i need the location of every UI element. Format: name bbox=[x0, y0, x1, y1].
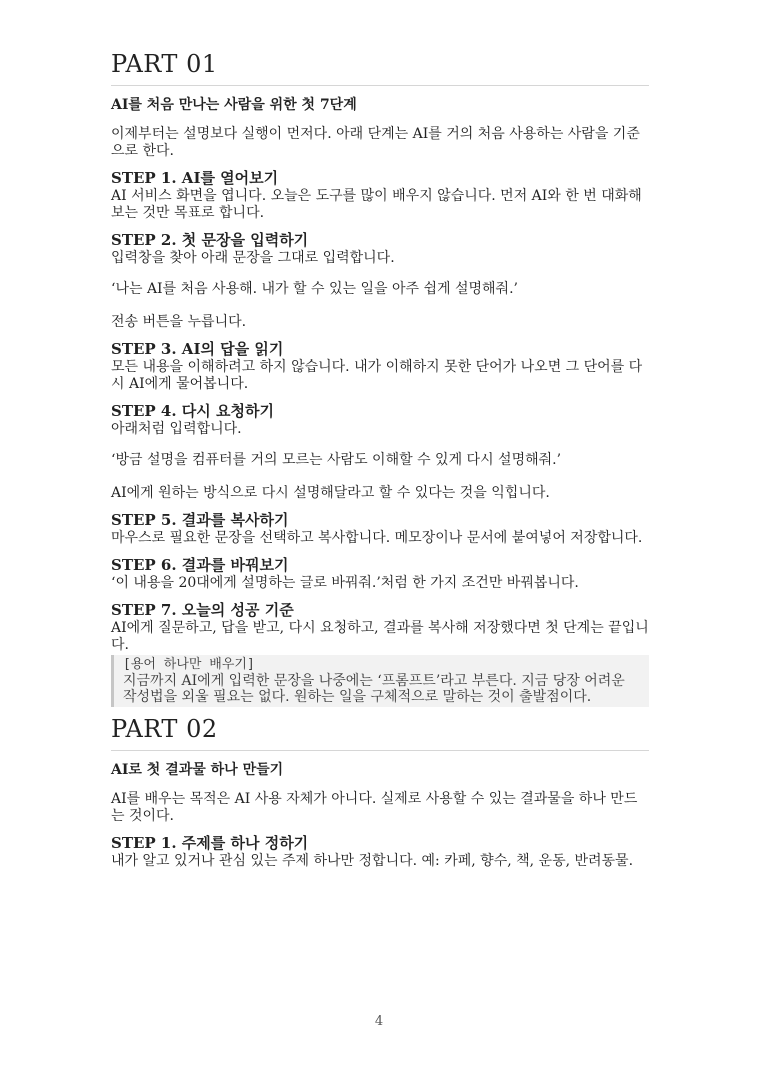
step-followup: 전송 버튼을 누릅니다. bbox=[111, 313, 247, 330]
part-divider bbox=[111, 750, 649, 751]
example-prompt-quote: ‘방금 설명을 컴퓨터를 거의 모르는 사람도 이해할 수 있게 다시 설명해줘.’ bbox=[111, 451, 562, 468]
step-body: AI에게 질문하고, 답을 받고, 다시 요청하고, 결과를 복사해 저장했다면 첫 단계는 끝입니다. bbox=[111, 619, 649, 653]
part-intro: AI를 배우는 목적은 AI 사용 자체가 아니다. 실제로 사용할 수 있는 결과물을 하나 만드는 것이다. bbox=[111, 790, 638, 824]
step-heading: STEP 1. 주제를 하나 정하기 bbox=[111, 833, 309, 852]
step-heading: STEP 3. AI의 답을 읽기 bbox=[111, 339, 284, 358]
step-heading: STEP 4. 다시 요청하기 bbox=[111, 401, 274, 420]
step-body: 내가 알고 있거나 관심 있는 주제 하나만 정합니다. 예: 카페, 향수, 책, 운동, 반려동물. bbox=[111, 852, 634, 869]
part-subtitle: AI를 처음 만나는 사람을 위한 첫 7단계 bbox=[111, 96, 357, 113]
part-02-section bbox=[111, 715, 649, 870]
step-heading: STEP 7. 오늘의 성공 기준 bbox=[111, 600, 294, 619]
part-title: PART 01 bbox=[111, 50, 218, 78]
step-followup: AI에게 원하는 방식으로 다시 설명해달라고 할 수 있다는 것을 익힙니다. bbox=[111, 484, 550, 501]
step-body: ‘이 내용을 20대에게 설명하는 글로 바꿔줘.’처럼 한 가지 조건만 바꿔봅니다. bbox=[111, 574, 579, 591]
term-note-box bbox=[111, 655, 649, 707]
note-body: 지금까지 AI에게 입력한 문장을 나중에는 ‘프롬프트’라고 부른다. 지금 당장 어려운 작성법을 외울 필요는 없다. 원하는 일을 구체적으로 말하는 것이 출발점이다. bbox=[123, 672, 625, 705]
part-intro: 이제부터는 설명보다 실행이 먼저다. 아래 단계는 AI를 거의 처음 사용하는 사람을 기준으로 한다. bbox=[111, 125, 640, 159]
example-prompt-quote: ‘나는 AI를 처음 사용해. 내가 할 수 있는 일을 아주 쉽게 설명해줘.’ bbox=[111, 280, 518, 297]
step-body: AI 서비스 화면을 엽니다. 오늘은 도구를 많이 배우지 않습니다. 먼저 AI와 한 번 대화해보는 것만 목표로 합니다. bbox=[111, 187, 642, 221]
page-content bbox=[111, 50, 649, 879]
step-body: 아래처럼 입력합니다. bbox=[111, 420, 242, 437]
step-heading: STEP 6. 결과를 바꿔보기 bbox=[111, 555, 289, 574]
part-title: PART 02 bbox=[111, 714, 218, 743]
step-body: 입력창을 찾아 아래 문장을 그대로 입력합니다. bbox=[111, 249, 395, 266]
page-number: 4 bbox=[374, 1014, 384, 1029]
part-01-section bbox=[111, 50, 649, 707]
step-heading: STEP 2. 첫 문장을 입력하기 bbox=[111, 230, 309, 249]
note-title: [용어 하나만 배우기] bbox=[123, 656, 255, 672]
step-body: 모든 내용을 이해하려고 하지 않습니다. 내가 이해하지 못한 단어가 나오면 그 단어를 다시 AI에게 물어봅니다. bbox=[111, 358, 643, 392]
step-heading: STEP 5. 결과를 복사하기 bbox=[111, 510, 289, 529]
step-body: 마우스로 필요한 문장을 선택하고 복사합니다. 메모장이나 문서에 붙여넣어 저장합니다. bbox=[111, 529, 643, 546]
part-subtitle: AI로 첫 결과물 하나 만들기 bbox=[111, 761, 284, 778]
step-heading: STEP 1. AI를 열어보기 bbox=[111, 168, 279, 187]
part-divider bbox=[111, 85, 649, 86]
